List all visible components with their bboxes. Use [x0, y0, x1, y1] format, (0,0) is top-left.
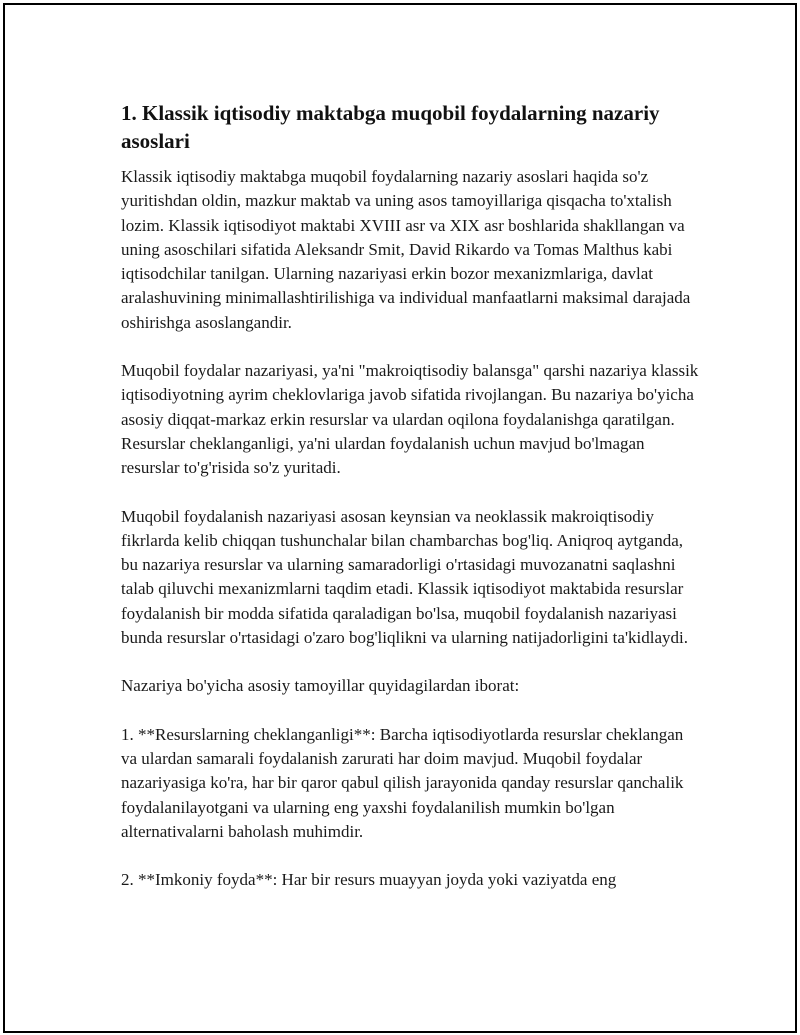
document-body: [121, 99, 701, 916]
list-item-resource-scarcity: 1. **Resurslarning cheklanganligi**: Barcha iqtisodiyotlarda resurslar cheklangan va ulardan samarali foydalanish zarurati har doim mavjud. Muqobil foydalar nazariyasiga ko'ra, har bir qaror qabul qilish jarayonida qanday resurslar qanchalik foydalanilayotgani va ularning eng yaxshi foydalanilish mumkin bo'lgan alternativalarni baholash muhimdir.: [121, 724, 684, 841]
paragraph-alternative-benefits: Muqobil foydalar nazariyasi, ya'ni "makroiqtisodiy balansga" qarshi nazariya klassik iqtisodiyotning ayrim cheklovlariga javob sifatida rivojlangan. Bu nazariya bo'yicha asosiy diqqat-markaz erkin resurslar va ulardan oqilona foydalanishga qaratilgan. Resurslar cheklanganligi, ya'ni ulardan foydalanish uchun mavjud bo'lmagan resurslar to'g'risida so'z yuritadi.: [121, 361, 699, 478]
list-item-opportunity-benefit: 2. **Imkoniy foyda**: Har bir resurs muayyan joyda yoki vaziyatda eng: [121, 870, 617, 890]
paragraph-alternative-use: Muqobil foydalanish nazariyasi asosan keynsian va neoklassik makroiqtisodiy fikrlarda kelib chiqqan tushunchalar bilan chambarchas bog'liq. Aniqroq aytganda, bu nazariya resurslar va ularning samaradorligi o'rtasidagi muvozanatni saqlashni talab qiluvchi mexanizmlarni taqdim etadi. Klassik iqtisodiyot maktabida resurslar foydalanish bir modda sifatida qaraladigan bo'lsa, muqobil foydalanish nazariyasi bunda resurslar o'rtasidagi o'zaro bog'liqlikni va ularning natijadorligini ta'kidlaydi.: [121, 506, 688, 648]
section-heading: 1. Klassik iqtisodiy maktabga muqobil foydalarning nazariy asoslari: [121, 101, 660, 153]
paragraph-intro: Klassik iqtisodiy maktabga muqobil foydalarning nazariy asoslari haqida so'z yuritishdan oldin, mazkur maktab va uning asos tamoyillariga qisqacha to'xtalish lozim. Klassik iqtisodiyot maktabi XVIII asr va XIX asr boshlarida shakllangan va uning asoschilari sifatida Aleksandr Smit, David Rikardo va Tomas Malthus kabi iqtisodchilar tanilgan. Ularning nazariyasi erkin bozor mexanizmlariga, davlat aralashuvining minimallashtirilishiga va individual manfaatlarni maksimal darajada oshirishga asoslangandir.: [121, 167, 691, 332]
paragraph-principles-intro: Nazariya bo'yicha asosiy tamoyillar quyidagilardan iborat:: [121, 676, 520, 696]
page-frame: [3, 3, 797, 1033]
